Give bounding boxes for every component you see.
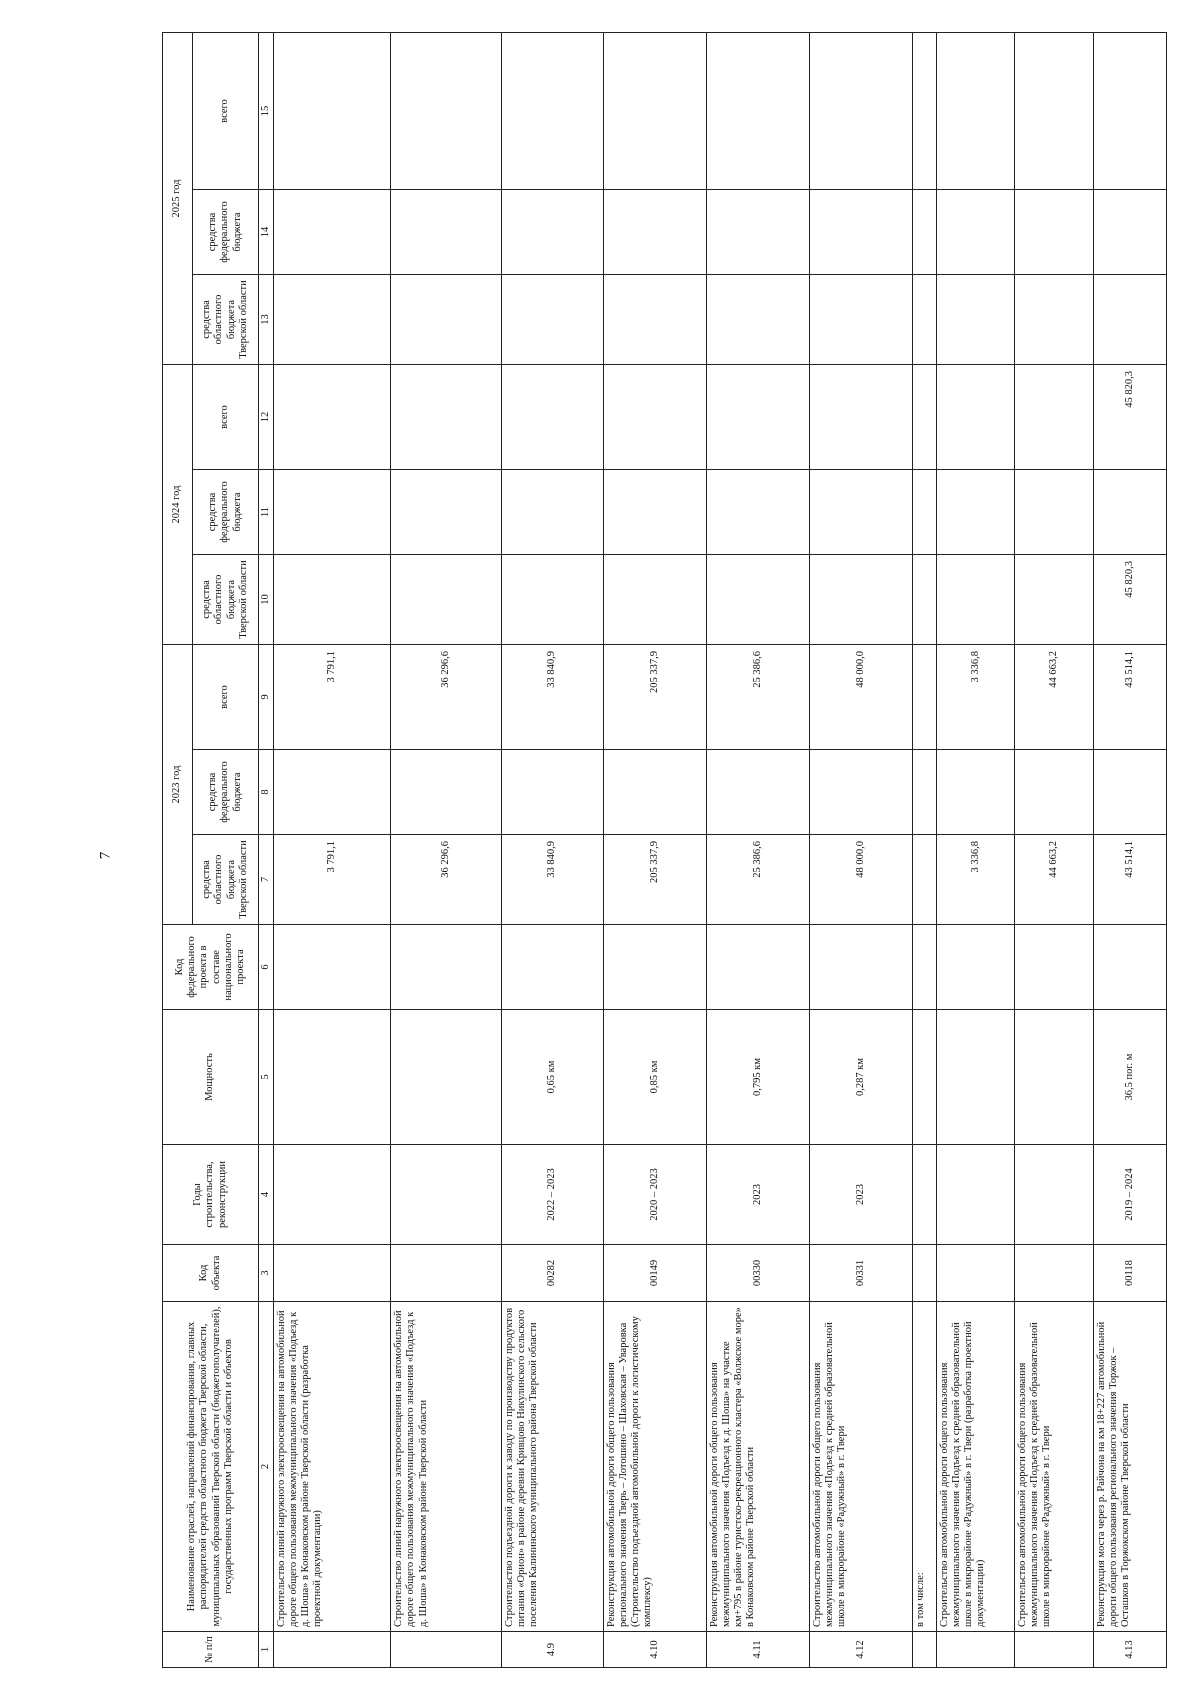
table-row: [274, 33, 391, 1668]
object-code: 00330: [707, 1245, 810, 1302]
value-2025-regional: [936, 275, 1014, 365]
value-2025-total: [1015, 33, 1093, 190]
value-2025-regional: [391, 275, 501, 365]
value-2023-federal: [912, 750, 936, 835]
capacity: 0,795 км: [707, 1010, 810, 1145]
value-2025-total: [707, 33, 810, 190]
value-2024-total: [274, 365, 391, 470]
row-number: 4.12: [809, 1632, 912, 1668]
value-2025-total: [604, 33, 707, 190]
value-2024-total: [707, 365, 810, 470]
value-2024-federal: [1093, 470, 1166, 555]
value-2025-federal: [707, 190, 810, 275]
value-2025-regional: [809, 275, 912, 365]
value-2025-federal: [936, 190, 1014, 275]
row-number: [936, 1632, 1014, 1668]
header-number: № п/п: [163, 1632, 259, 1668]
column-number: 6: [259, 925, 274, 1010]
federal-project-code: [912, 925, 936, 1010]
header-name: Наименование отраслей, направлений финансирования, главных распорядителей средств областного бюджета Тверской области, муниципальных образований Тверской области (бюджетополучателей), государственных программ Тверской области и объектов: [163, 1302, 259, 1632]
object-name: Реконструкция автомобильной дороги общего пользования регионального значения Тверь – Лотошино – Шаховская – Уваровка (Строительство подъездной автомобильной дороги к логистическому комплексу): [604, 1302, 707, 1632]
column-number: 2: [259, 1302, 274, 1632]
value-2024-total: [391, 365, 501, 470]
federal-project-code: [936, 925, 1014, 1010]
value-2024-federal: [391, 470, 501, 555]
column-number: 7: [259, 835, 274, 925]
value-2024-regional: [707, 555, 810, 645]
value-2024-total: [1015, 365, 1093, 470]
table-header: [163, 33, 274, 1668]
value-2023-total: 36 296,6: [391, 645, 501, 750]
value-2023-federal: [274, 750, 391, 835]
federal-project-code: [809, 925, 912, 1010]
value-2024-total: [604, 365, 707, 470]
construction-years: 2023: [707, 1145, 810, 1245]
value-2025-federal: [1093, 190, 1166, 275]
capacity: [912, 1010, 936, 1145]
header-federal-project-code: Код федерального проекта в составе национального проекта: [163, 925, 259, 1010]
header-2025-regional: средства областного бюджета Тверской области: [193, 275, 259, 365]
object-name: Реконструкция моста через р. Райчона на км 18+227 автомобильной дороги общего пользования регионального значения Торжок – Осташков в Торжокском районе Тверской области: [1093, 1302, 1166, 1632]
column-number: 15: [259, 33, 274, 190]
value-2023-federal: [604, 750, 707, 835]
header-2025-total: всего: [193, 33, 259, 190]
header-2023-regional: средства областного бюджета Тверской области: [193, 835, 259, 925]
value-2024-total: 45 820,3: [1093, 365, 1166, 470]
column-number: 9: [259, 645, 274, 750]
value-2025-federal: [604, 190, 707, 275]
value-2024-regional: [1015, 555, 1093, 645]
column-number: 14: [259, 190, 274, 275]
value-2025-regional: [1015, 275, 1093, 365]
column-number: 3: [259, 1245, 274, 1302]
value-2023-total: 25 386,6: [707, 645, 810, 750]
header-years: Годы строительства, реконструкции: [163, 1145, 259, 1245]
value-2025-regional: [912, 275, 936, 365]
table-row: [501, 33, 604, 1668]
federal-project-code: [274, 925, 391, 1010]
row-number: 4.10: [604, 1632, 707, 1668]
header-2024-federal: средства федерального бюджета: [193, 470, 259, 555]
value-2024-total: [912, 365, 936, 470]
value-2025-federal: [391, 190, 501, 275]
construction-years: 2023: [809, 1145, 912, 1245]
object-code: 00331: [809, 1245, 912, 1302]
value-2024-total: [501, 365, 604, 470]
value-2023-regional: 205 337,9: [604, 835, 707, 925]
object-code: [274, 1245, 391, 1302]
object-code: 00149: [604, 1245, 707, 1302]
value-2024-regional: [604, 555, 707, 645]
value-2024-federal: [809, 470, 912, 555]
object-name: Реконструкция автомобильной дороги общего пользования межмуниципального значения «Подъезд к д. Шоша» на участке км+795 в районе туристско-рекреационного кластера «Волжское море» в Конаковском районе Тверской области: [707, 1302, 810, 1632]
object-code: [936, 1245, 1014, 1302]
value-2025-total: [274, 33, 391, 190]
header-2024-total: всего: [193, 365, 259, 470]
object-name: Строительство автомобильной дороги общего пользования межмуниципального значения «Подъезд к средней образовательной школе в микрорайоне «Радужный» в г. Твери: [1015, 1302, 1093, 1632]
object-name: в том числе:: [912, 1302, 936, 1632]
value-2025-regional: [274, 275, 391, 365]
value-2024-federal: [604, 470, 707, 555]
column-number: 1: [259, 1632, 274, 1668]
value-2025-total: [912, 33, 936, 190]
capacity: 0,85 км: [604, 1010, 707, 1145]
header-2023-total: всего: [193, 645, 259, 750]
column-number: 8: [259, 750, 274, 835]
table-row: [809, 33, 912, 1668]
value-2023-regional: 3 791,1: [274, 835, 391, 925]
column-number-row: [259, 33, 274, 1668]
value-2023-federal: [391, 750, 501, 835]
value-2023-regional: 36 296,6: [391, 835, 501, 925]
table-body: [274, 33, 1167, 1668]
value-2024-regional: [809, 555, 912, 645]
value-2023-total: 3 791,1: [274, 645, 391, 750]
value-2023-federal: [936, 750, 1014, 835]
value-2023-regional: 3 336,8: [936, 835, 1014, 925]
header-year-2023: 2023 год: [163, 645, 193, 925]
object-code: [391, 1245, 501, 1302]
header-year-2024: 2024 год: [163, 365, 193, 645]
capacity: [1015, 1010, 1093, 1145]
row-number: 4.11: [707, 1632, 810, 1668]
value-2025-regional: [501, 275, 604, 365]
construction-years: 2020 – 2023: [604, 1145, 707, 1245]
header-capacity: Мощность: [163, 1010, 259, 1145]
table-row: [391, 33, 501, 1668]
value-2025-federal: [274, 190, 391, 275]
value-2023-regional: 25 386,6: [707, 835, 810, 925]
value-2023-federal: [501, 750, 604, 835]
table-row: [1015, 33, 1093, 1668]
value-2024-total: [809, 365, 912, 470]
construction-years: 2022 – 2023: [501, 1145, 604, 1245]
capacity: 0,287 км: [809, 1010, 912, 1145]
value-2025-total: [936, 33, 1014, 190]
value-2024-federal: [274, 470, 391, 555]
value-2024-federal: [1015, 470, 1093, 555]
value-2023-federal: [1093, 750, 1166, 835]
object-name: Строительство линий наружного электроосвещения на автомобильной дороге общего пользования межмуниципального значения «Подъезд к д. Шоша» в Конаковском районе Тверской области: [391, 1302, 501, 1632]
value-2023-regional: 33 840,9: [501, 835, 604, 925]
object-name: Строительство автомобильной дороги общего пользования межмуниципального значения «Подъезд к средней образовательной школе в микрорайоне «Радужный» в г. Твери: [809, 1302, 912, 1632]
value-2025-regional: [604, 275, 707, 365]
capacity: 0,65 км: [501, 1010, 604, 1145]
row-number: [274, 1632, 391, 1668]
capacity: 36,5 пог. м: [1093, 1010, 1166, 1145]
value-2025-total: [1093, 33, 1166, 190]
construction-years: [1015, 1145, 1093, 1245]
value-2023-federal: [809, 750, 912, 835]
table-row: [1093, 33, 1166, 1668]
object-code: 00282: [501, 1245, 604, 1302]
value-2023-total: 43 514,1: [1093, 645, 1166, 750]
value-2023-total: 48 000,0: [809, 645, 912, 750]
row-number: [1015, 1632, 1093, 1668]
value-2025-federal: [1015, 190, 1093, 275]
value-2024-federal: [501, 470, 604, 555]
row-number: 4.13: [1093, 1632, 1166, 1668]
value-2023-total: 205 337,9: [604, 645, 707, 750]
value-2023-regional: [912, 835, 936, 925]
object-name: Строительство подъездной дороги к заводу по производству продуктов питания «Орион» в районе деревни Кривцово Никулинского сельского поселения Калининского муниципального района Тверской области: [501, 1302, 604, 1632]
value-2024-total: [936, 365, 1014, 470]
value-2024-regional: 45 820,3: [1093, 555, 1166, 645]
value-2025-total: [809, 33, 912, 190]
object-code: 00118: [1093, 1245, 1166, 1302]
value-2023-total: [912, 645, 936, 750]
value-2023-regional: 44 663,2: [1015, 835, 1093, 925]
row-number: 4.9: [501, 1632, 604, 1668]
value-2024-federal: [936, 470, 1014, 555]
object-name: Строительство автомобильной дороги общего пользования межмуниципального значения «Подъезд к средней образовательной школе в микрорайоне «Радужный» в г. Твери (разработка проектной документации): [936, 1302, 1014, 1632]
value-2023-total: 33 840,9: [501, 645, 604, 750]
row-number: [912, 1632, 936, 1668]
federal-project-code: [391, 925, 501, 1010]
capacity: [274, 1010, 391, 1145]
capacity: [936, 1010, 1014, 1145]
header-2025-federal: средства федерального бюджета: [193, 190, 259, 275]
object-code: [912, 1245, 936, 1302]
value-2024-regional: [501, 555, 604, 645]
construction-years: [936, 1145, 1014, 1245]
construction-years: [912, 1145, 936, 1245]
table-row: [936, 33, 1014, 1668]
object-name: Строительство линий наружного электроосвещения на автомобильной дороге общего пользования межмуниципального значения «Подъезд к д. Шоша» в Конаковском районе Тверской области (разработка проектной документации): [274, 1302, 391, 1632]
value-2023-total: 3 336,8: [936, 645, 1014, 750]
federal-project-code: [707, 925, 810, 1010]
page-number: 7: [97, 851, 114, 860]
object-code: [1015, 1245, 1093, 1302]
column-number: 13: [259, 275, 274, 365]
budget-table: [162, 32, 1167, 1668]
column-number: 11: [259, 470, 274, 555]
value-2023-federal: [707, 750, 810, 835]
capacity: [391, 1010, 501, 1145]
row-number: [391, 1632, 501, 1668]
value-2024-regional: [936, 555, 1014, 645]
header-object-code: Код объекта: [163, 1245, 259, 1302]
value-2024-regional: [391, 555, 501, 645]
table-row: [707, 33, 810, 1668]
table-row: [604, 33, 707, 1668]
column-number: 5: [259, 1010, 274, 1145]
construction-years: 2019 – 2024: [1093, 1145, 1166, 1245]
value-2023-federal: [1015, 750, 1093, 835]
federal-project-code: [1015, 925, 1093, 1010]
construction-years: [274, 1145, 391, 1245]
value-2023-regional: 48 000,0: [809, 835, 912, 925]
value-2025-federal: [501, 190, 604, 275]
federal-project-code: [1093, 925, 1166, 1010]
value-2023-total: 44 663,2: [1015, 645, 1093, 750]
header-2023-federal: средства федерального бюджета: [193, 750, 259, 835]
federal-project-code: [501, 925, 604, 1010]
value-2025-regional: [707, 275, 810, 365]
column-number: 4: [259, 1145, 274, 1245]
construction-years: [391, 1145, 501, 1245]
value-2024-regional: [274, 555, 391, 645]
column-number: 12: [259, 365, 274, 470]
header-year-2025: 2025 год: [163, 33, 193, 365]
value-2025-total: [501, 33, 604, 190]
value-2025-regional: [1093, 275, 1166, 365]
value-2023-regional: 43 514,1: [1093, 835, 1166, 925]
value-2024-regional: [912, 555, 936, 645]
column-number: 10: [259, 555, 274, 645]
header-2024-regional: средства областного бюджета Тверской области: [193, 555, 259, 645]
value-2025-total: [391, 33, 501, 190]
federal-project-code: [604, 925, 707, 1010]
value-2025-federal: [809, 190, 912, 275]
value-2025-federal: [912, 190, 936, 275]
value-2024-federal: [707, 470, 810, 555]
value-2024-federal: [912, 470, 936, 555]
table-row: [912, 33, 936, 1668]
